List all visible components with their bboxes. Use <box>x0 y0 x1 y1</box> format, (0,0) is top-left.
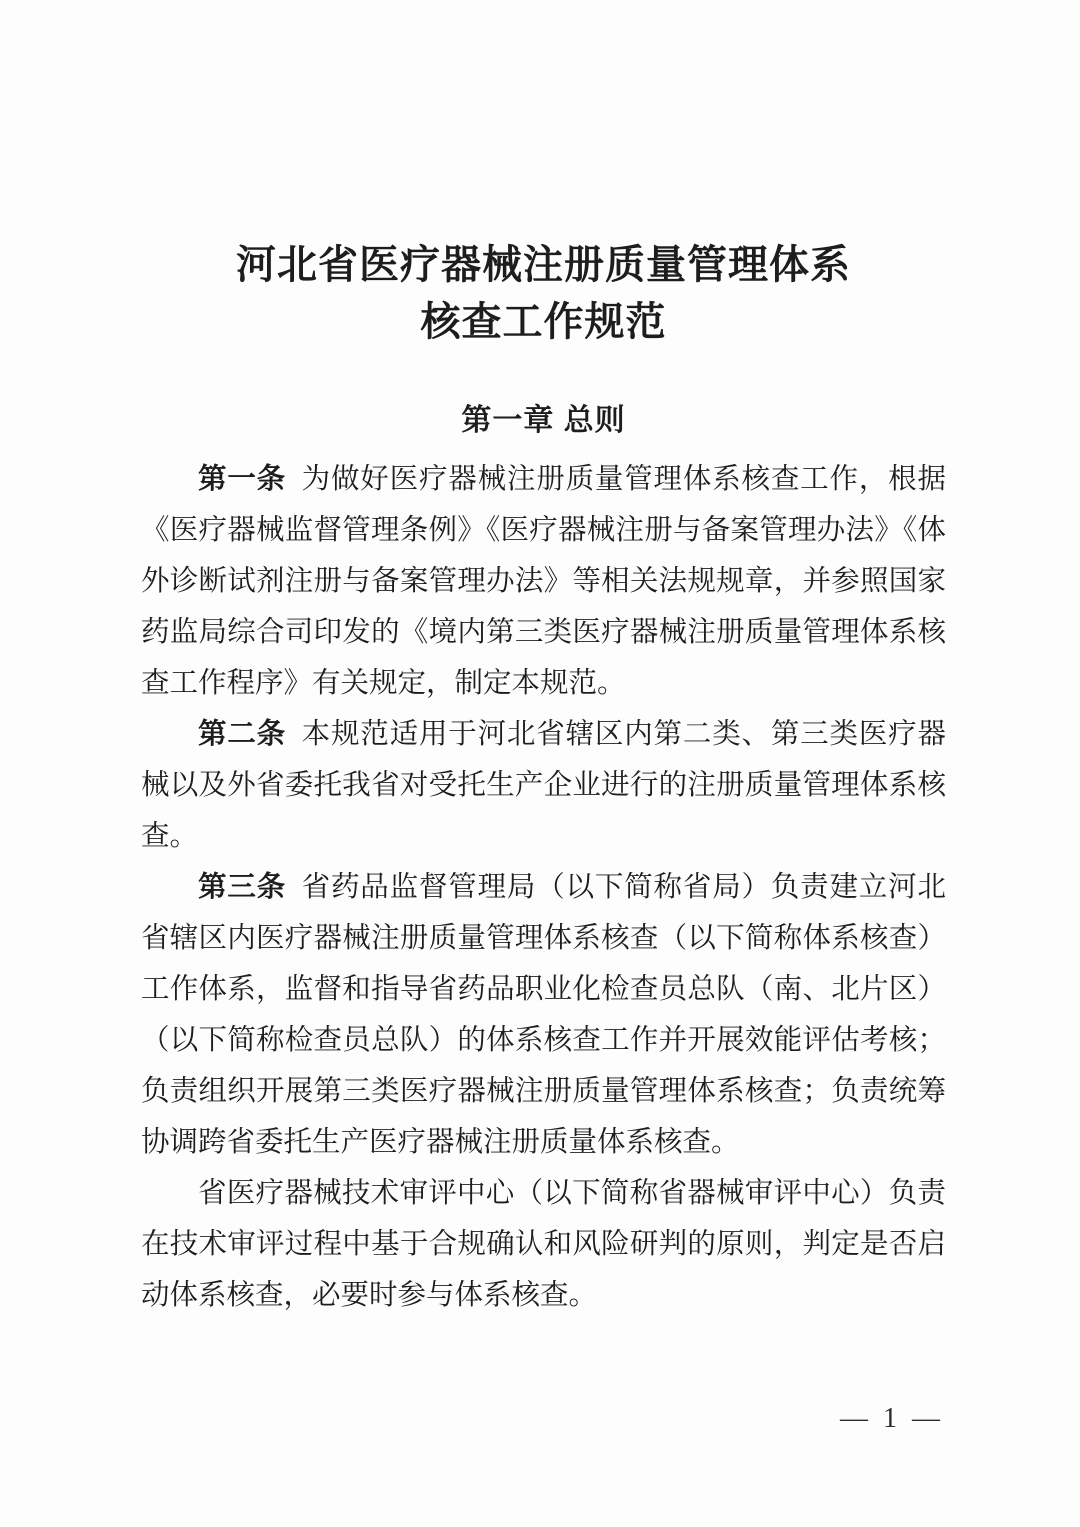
document-body <box>141 454 946 1321</box>
paragraph-article-1 <box>141 454 946 709</box>
article-3-text: 省药品监督管理局（以下简称省局）负责建立河北省辖区内医疗器械注册质量管理体系核查（以下简称体系核查）工作体系，监督和指导省药品职业化检查员总队（南、北片区）（以下简称检查员总队）的体系核查工作并开展效能评估考核；负责组织开展第三类医疗器械注册质量管理体系核查；负责统筹协调跨省委托生产医疗器械注册质量体系核查。 <box>141 872 946 1158</box>
page-number: — 1 — <box>840 1403 944 1434</box>
document-title <box>141 236 946 350</box>
article-2-text: 本规范适用于河北省辖区内第二类、第三类医疗器械以及外省委托我省对受托生产企业进行的注册质量管理体系核查。 <box>141 719 946 852</box>
article-3-lead: 第三条 <box>198 871 286 903</box>
paragraph-article-3 <box>141 862 946 1168</box>
paragraph-article-2 <box>141 709 946 862</box>
paragraph-continuation-text: 省医疗器械技术审评中心（以下简称省器械审评中心）负责在技术审评过程中基于合规确认和风险研判的原则，判定是否启动体系核查，必要时参与体系核查。 <box>141 1178 946 1311</box>
document-title-line-1: 河北省医疗器械注册质量管理体系 <box>236 242 851 287</box>
article-1-lead: 第一条 <box>198 463 286 495</box>
article-1-text: 为做好医疗器械注册质量管理体系核查工作，根据《医疗器械监督管理条例》《医疗器械注册与备案管理办法》《体外诊断试剂注册与备案管理办法》等相关法规规章，并参照国家药监局综合司印发的《境内第三类医疗器械注册质量管理体系核查工作程序》有关规定，制定本规范。 <box>141 464 946 699</box>
paragraph-continuation <box>141 1168 946 1321</box>
article-2-lead: 第二条 <box>198 718 286 750</box>
chapter-heading: 第一章 总则 <box>461 404 626 437</box>
document-title-line-2: 核查工作规范 <box>420 299 667 344</box>
content-area <box>141 0 946 1321</box>
